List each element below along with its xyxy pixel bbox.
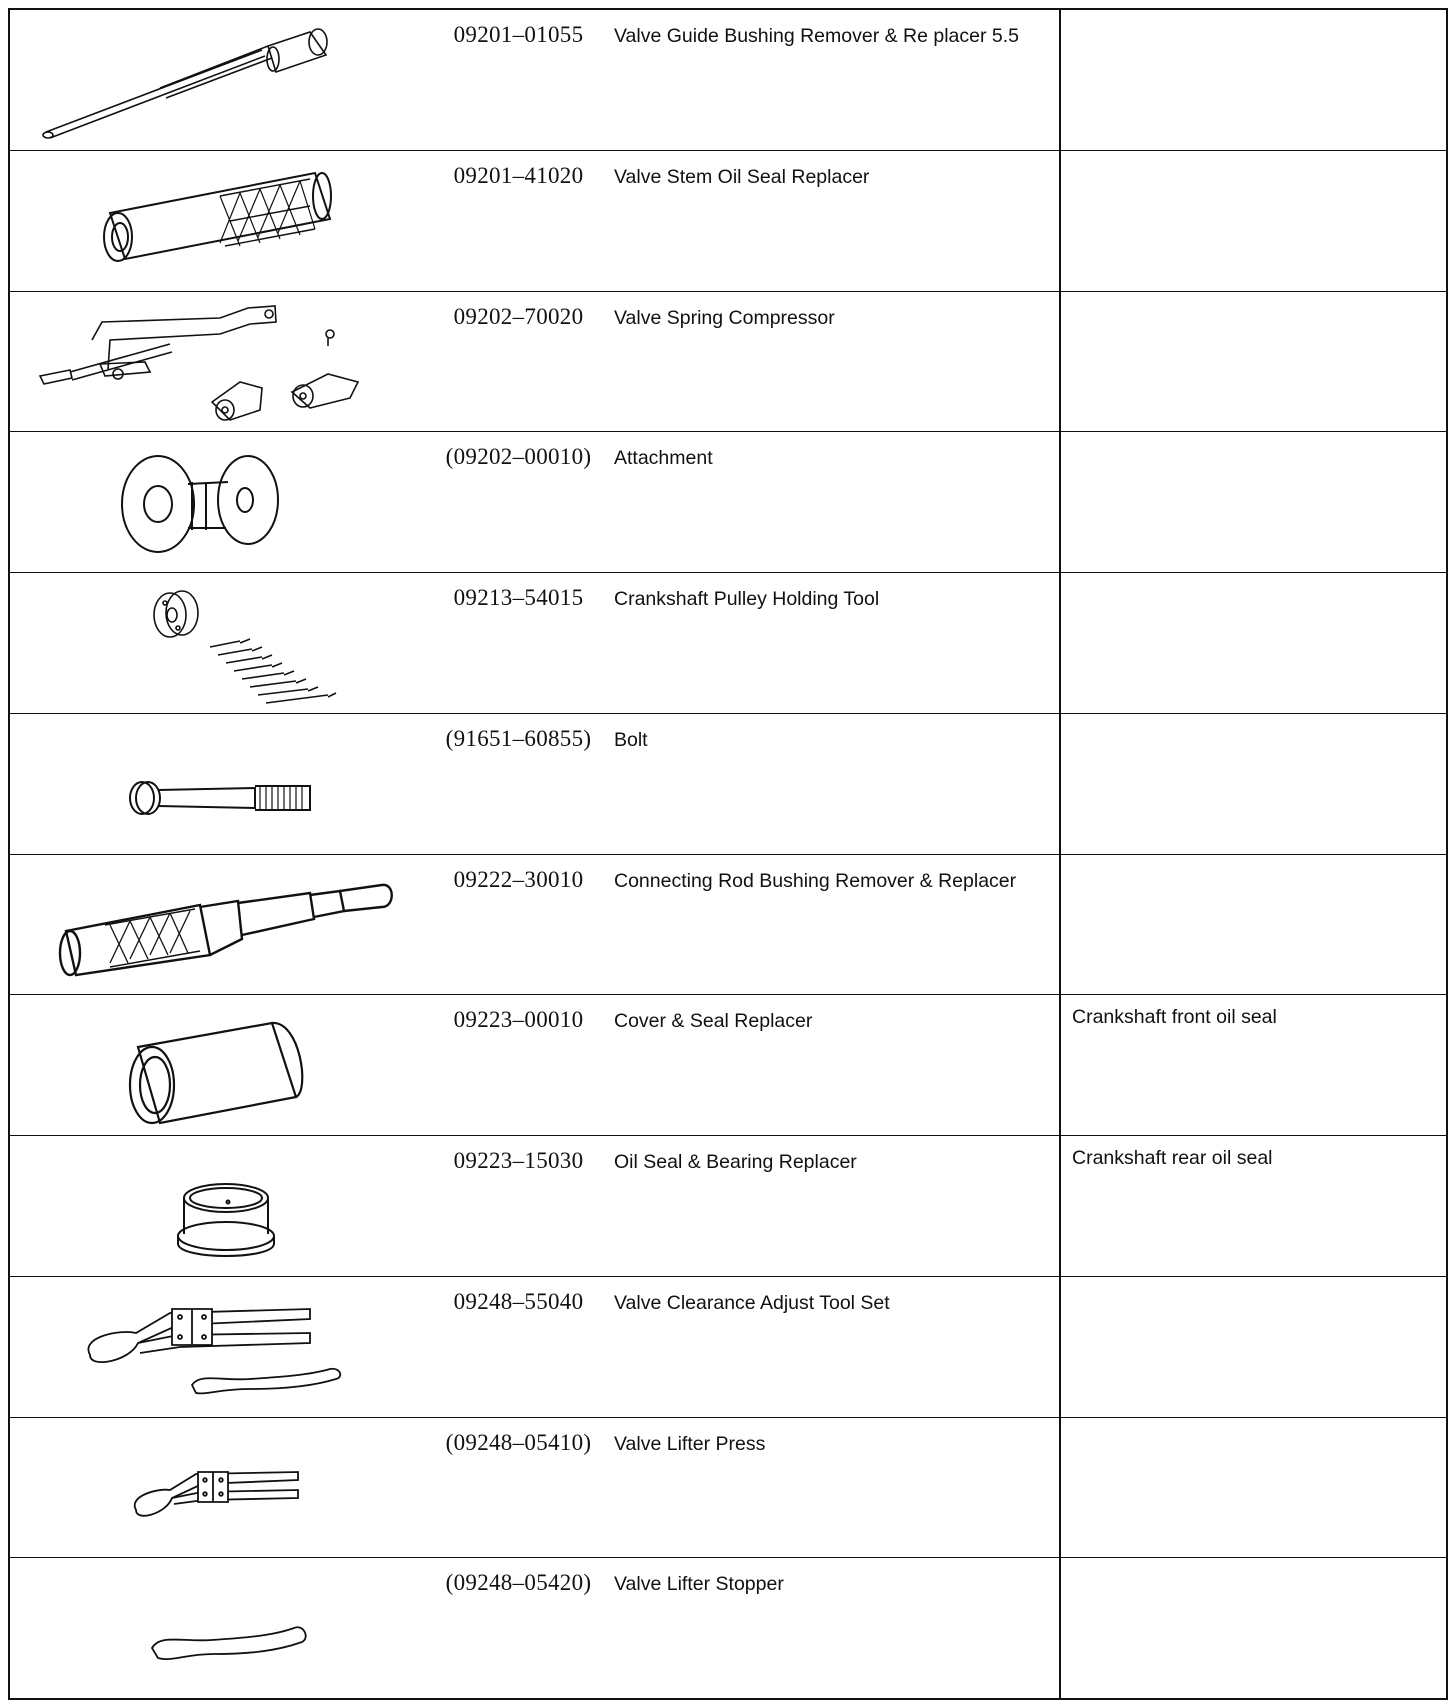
part-number: (91651–60855) (445, 725, 592, 751)
table-row (10, 10, 1446, 150)
tool-illustration (10, 995, 425, 1135)
tool-note (1061, 855, 1446, 995)
bearing-replacer-icon (10, 1136, 425, 1277)
tool-note (1061, 1558, 1446, 1698)
attachment-icon (10, 432, 425, 573)
tool-illustration (10, 292, 425, 432)
tool-note (1061, 573, 1446, 713)
tool-name: Valve Spring Compressor (612, 292, 1061, 432)
tool-note: Crankshaft rear oil seal (1072, 1147, 1273, 1169)
tool-illustration (10, 1558, 425, 1698)
tool-name: Bolt (612, 714, 1061, 854)
table-row (10, 994, 1446, 1135)
tool-name: Valve Lifter Stopper (612, 1558, 1061, 1698)
table-row (10, 854, 1446, 995)
tool-note (1061, 432, 1446, 572)
cover-seal-replacer-icon (10, 995, 425, 1136)
tool-name: Valve Guide Bushing Remover & Re placer 5.5 (612, 10, 1061, 150)
table-row (10, 431, 1446, 572)
tool-illustration (10, 573, 425, 713)
tool-illustration (10, 1277, 425, 1417)
tool-name: Valve Lifter Press (612, 1418, 1061, 1558)
part-number: (09202–00010) (445, 444, 592, 470)
lifter-press-icon (10, 1418, 425, 1559)
part-number: 09222–30010 (453, 866, 584, 892)
table-row (10, 1417, 1446, 1558)
special-service-tools-table (8, 8, 1448, 1700)
part-number: (09248–05410) (445, 1429, 592, 1455)
tool-note: Crankshaft front oil seal (1072, 1006, 1277, 1029)
tool-illustration (10, 10, 425, 150)
tool-illustration (10, 714, 425, 854)
lifter-stopper-icon (10, 1558, 425, 1699)
tool-note (1061, 1418, 1446, 1558)
tool-note (1061, 1277, 1446, 1417)
clearance-tool-set-icon (10, 1277, 425, 1418)
part-number: 09213–54015 (453, 585, 584, 610)
tool-name: Connecting Rod Bushing Remover & Replacer (612, 855, 1061, 995)
table-row (10, 572, 1446, 713)
part-number: 09201–41020 (453, 162, 584, 188)
tool-illustration (10, 1136, 425, 1276)
table-row (10, 713, 1446, 854)
bushing-remover-icon (10, 10, 425, 151)
table-row (10, 1135, 1446, 1276)
rod-bushing-remover-icon (10, 855, 425, 996)
pulley-holding-tool-icon (10, 573, 425, 714)
tool-illustration (10, 432, 425, 572)
bolt-icon (10, 714, 425, 855)
part-number: 09223–15030 (453, 1148, 584, 1173)
tool-illustration (10, 151, 425, 291)
tool-name: Valve Clearance Adjust Tool Set (612, 1277, 1061, 1417)
table-row (10, 291, 1446, 432)
tool-note (1061, 292, 1446, 432)
tool-name: Cover & Seal Replacer (612, 995, 1061, 1135)
tool-name: Crankshaft Pulley Holding Tool (612, 573, 1061, 713)
part-number: (09248–05420) (445, 1570, 592, 1596)
part-number: 09223–00010 (453, 1007, 584, 1033)
table-row (10, 1276, 1446, 1417)
seal-replacer-icon (10, 151, 425, 292)
part-number: 09248–55040 (453, 1288, 584, 1314)
tool-illustration (10, 855, 425, 995)
spring-compressor-icon (10, 292, 425, 433)
tool-note (1061, 151, 1446, 291)
part-number: 09201–01055 (453, 22, 584, 47)
table-row (10, 150, 1446, 291)
tool-note (1061, 714, 1446, 854)
table-row (10, 1557, 1446, 1698)
part-number: 09202–70020 (453, 303, 584, 329)
tool-name: Oil Seal & Bearing Replacer (612, 1136, 1061, 1276)
tool-note (1061, 10, 1446, 150)
tool-illustration (10, 1418, 425, 1558)
tool-name: Attachment (612, 432, 1061, 572)
tool-name: Valve Stem Oil Seal Replacer (612, 151, 1061, 291)
